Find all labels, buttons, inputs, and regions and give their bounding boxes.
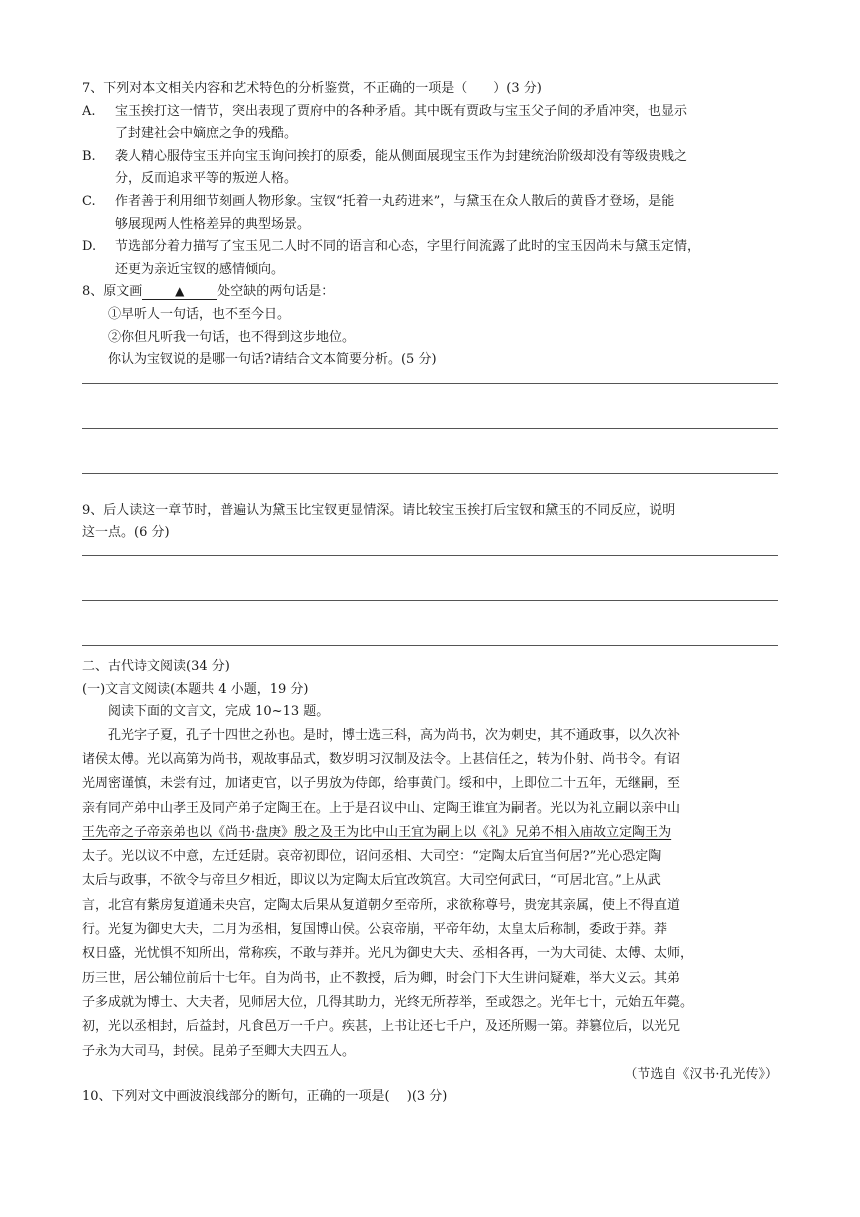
option-text: 节选部分着力描写了宝玉见二人时不同的语言和心态，字里行间流露了此时的宝玉因尚未与黛玉定情， [115,239,701,255]
question-9 [82,500,778,646]
passage-line: 太子。光以议不中意，左迁廷尉。哀帝初即位，诏问丞相、大司空：“定陶太后宜当何居?”光心恐定陶 [82,849,662,865]
q7-option-d[interactable] [82,236,778,281]
q7-option-a[interactable] [82,101,778,146]
q7-option-c[interactable] [82,191,778,236]
passage-line: 初，光以丞相封，后益封，凡食邑万一千户。疾甚，上书让还七千户，及还所赐一第。莽篡位后，以光兄 [82,1019,681,1035]
passage-line: 子永为大司马，封侯。昆弟子至卿大夫四五人。 [82,1043,356,1059]
q8-blank[interactable] [142,283,217,300]
q8-prompt: 你认为宝钗说的是哪一句话?请结合文本简要分析。(5 分) [108,352,437,368]
passage-line: 权日盛，光忧惧不知所出，常称疾，不敢与莽并。光凡为御史大夫、丞相各再，一为大司徒、太傅、太师， [82,946,694,962]
option-label: B. [82,148,96,164]
q10-stem: 10、下列对文中画波浪线部分的断句，正确的一项是( )(3 分) [82,1089,448,1105]
passage-line-wavy-underlined: 王先帝之子帝亲弟也以《尚书·盘庚》殷之及王为比中山王宜为嗣上以《礼》兄弟不相入庙故立定陶王为 [82,824,672,840]
passage-line: 子多成就为博士、大夫者，见师居大位，几得其助力，光终无所荐举，至或怨之。光年七十，元始五年薨。 [82,994,694,1010]
option-label: A. [82,103,96,119]
passage-line: 行。光复为御史大夫，二月为丞相，复国博山侯。公哀帝崩，平帝年幼，太皇太后称制，委政于莽。莽 [82,922,668,938]
q8-stem-before: 8、原文画 [82,284,143,300]
triangle-marker-icon: ▲ [175,284,185,299]
option-text: 分，反而追求平等的叛逆人格。 [115,171,298,187]
passage-line: 诸侯太傅。光以高第为尚书，观故事品式，数岁明习汉制及法令。上甚信任之，转为仆射、尚书令。有诏 [82,751,681,767]
option-text: 够展现两人性格差异的典型场景。 [115,216,311,232]
passage-line: 光周密谨慎，未尝有过，加诸吏官，以子男放为侍郎，给事黄门。绥和中，上即位二十五年，无继嗣，至 [82,776,681,792]
option-label: C. [82,193,96,209]
q8-choice-1: ①早听人一句话，也不至今日。 [108,306,291,322]
q7-stem: 7、下列对本文相关内容和艺术特色的分析鉴赏，不正确的一项是（ ）(3 分) [82,81,542,96]
q8-stem [82,281,778,304]
option-text: 作者善于利用细节刻画人物形象。宝钗“托着一丸药进来”，与黛玉在众人散后的黄昏才登场，是能 [115,193,675,209]
question-8 [82,281,778,473]
passage-line: 言，北宫有紫房复道通未央宫，定陶太后果从复道朝夕至帝所，求欲称尊号，贵宠其亲属，使上不得直道 [82,897,681,913]
reading-instruction: 阅读下面的文言文，完成 10~13 题。 [108,704,330,720]
option-text: 还更为亲近宝钗的感情倾向。 [115,261,285,277]
q8-stem-after: 处空缺的两句话是： [217,284,335,300]
exam-page [82,78,778,1109]
subsection-title: (一)文言文阅读(本题共 4 小题，19 分) [82,681,309,697]
q7-option-b[interactable] [82,146,778,191]
passage-line: 孔光字子夏，孔子十四世之孙也。是时，博士选三科，高为尚书，次为刺史，其不通政事，以久次补 [108,727,681,743]
passage-source: （节选自《汉书·孔光传》） [624,1066,778,1082]
section-ancient-poetry [82,656,778,1087]
q8-choice-2: ②你但凡听我一句话，也不得到这步地位。 [108,329,356,345]
q9-stem-line: 9、后人读这一章节时，普遍认为黛玉比宝钗更显情深。请比较宝玉挨打后宝钗和黛玉的不同反应，说明 [82,502,676,518]
q9-stem-line: 这一点。(6 分) [82,525,170,541]
passage-line: 亲有同产弟中山孝王及同产弟子定陶王在。上于是召议中山、定陶王谁宜为嗣者。光以为礼立嗣以亲中山 [82,800,681,816]
option-text: 宝玉挨打这一情节，突出表现了贾府中的各种矛盾。其中既有贾政与宝玉父子间的矛盾冲突，也显示 [115,103,688,119]
classical-passage [82,724,778,1064]
option-text: 了封建社会中嫡庶之争的残酷。 [115,126,298,142]
section-title: 二、古代诗文阅读(34 分) [82,658,230,674]
passage-line: 太后与政事，不欲令与帝旦夕相近，即议以为定陶太后宜改筑宫。大司空何武曰，“可居北宫。”上从武 [82,873,661,889]
question-7 [82,78,778,281]
option-label: D. [82,239,97,255]
option-text: 袭人精心服侍宝玉并向宝玉询问挨打的原委，能从侧面展现宝玉作为封建统治阶级却没有等级贵贱之 [115,148,688,164]
passage-line: 历三世，居公辅位前后十七年。自为尚书，止不教授，后为卿，时会门下大生讲问疑难，举大义云。其弟 [82,970,681,986]
